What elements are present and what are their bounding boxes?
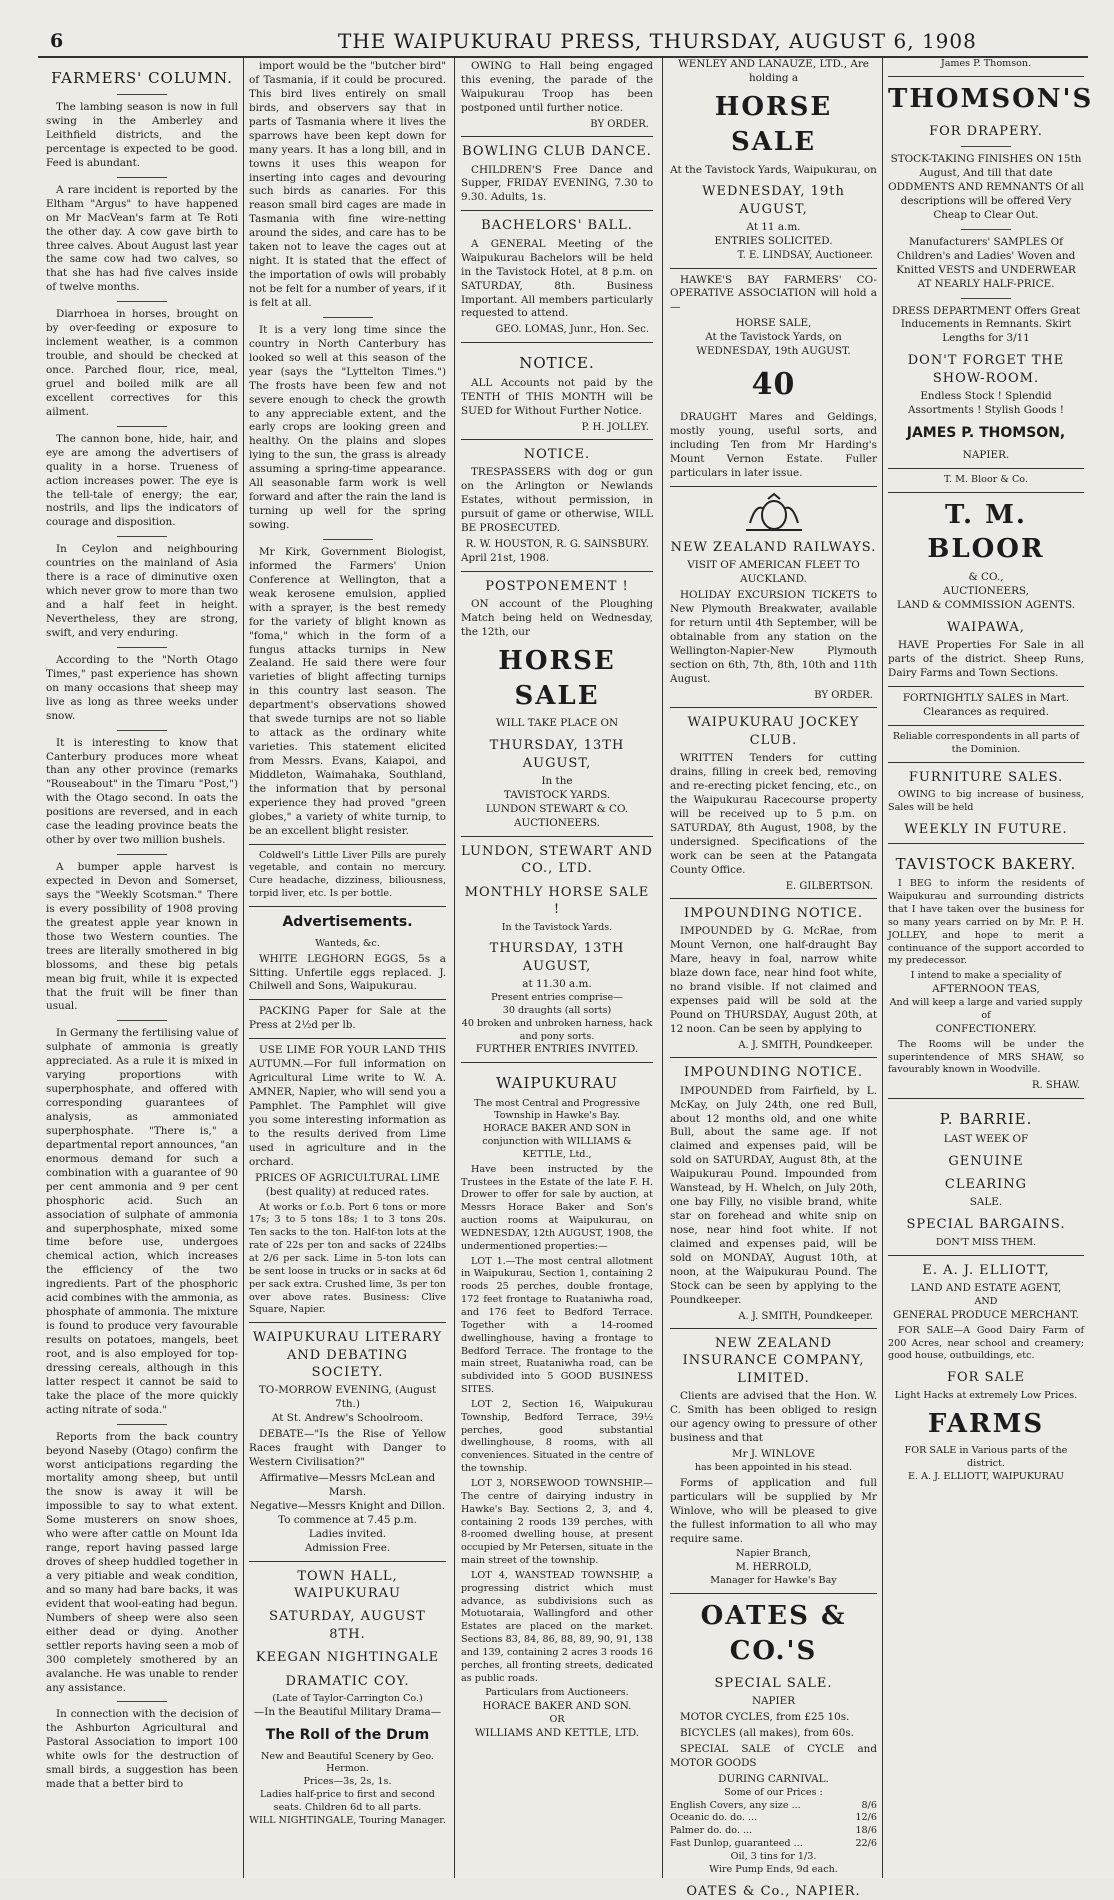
railways-heading: NEW ZEALAND RAILWAYS. [670, 540, 877, 556]
debate-topic: DEBATE—"Is the Rise of Yellow Races fraught with Danger to Western Civilisation?" [249, 1428, 446, 1469]
sale-time: at 11.30 a.m. [522, 978, 592, 991]
entries-solicited: ENTRIES SOLICITED. [714, 235, 833, 248]
divider [249, 999, 446, 1000]
signature: P. H. JOLLEY. [581, 421, 649, 433]
elliott-heading: E. A. J. ELLIOTT, [922, 1262, 1050, 1278]
dont-miss: DON'T MISS THEM. [935, 1236, 1037, 1248]
fleet-visit: VISIT OF AMERICAN FLEET TO AUCKLAND. [687, 559, 860, 586]
will-take-place: WILL TAKE PLACE ON [495, 717, 619, 730]
produce-merchant: GENERAL PRODUCE MERCHANT. [893, 1308, 1079, 1321]
divider [888, 1255, 1084, 1256]
price-row: Oceanic do. do. ... 12/6 [670, 1812, 877, 1824]
draught-ad: DRAUGHT Mares and Geldings, mostly young, useful sorts, and including Ten from Mr Harding's Mount Vernon Estate. Fuller particulars in later issue. [670, 411, 877, 480]
article-paragraph: It is interesting to know that Canterbury produces more wheat than any other province (remarks "Rouseabout" in the Timaru "Post,") with the Otago second. In oats the positions are reversed, and in each case the leading province beats the other by over two million bushels. [46, 736, 238, 847]
auctioneers: AUCTIONEERS, [943, 585, 1029, 598]
divider [249, 1561, 446, 1562]
bakery-heading: TAVISTOCK BAKERY. [895, 855, 1077, 874]
lundon-heading: LUNDON, STEWART AND CO., LTD. [461, 843, 653, 877]
divider [888, 725, 1084, 726]
postponement-heading: POSTPONEMENT ! [485, 578, 629, 594]
page-number: 6 [50, 30, 64, 52]
signature: A. J. SMITH, Poundkeeper. [738, 1039, 873, 1051]
dress-department: DRESS DEPARTMENT Offers Great Inducements in Remnants. Skirt Lengths for 3/11 [891, 304, 1081, 345]
article-paragraph: According to the "North Otago Times," past experience has shown on many occasions that sheep may live as long as three weeks under snow. [46, 653, 238, 722]
admission: Admission Free. [304, 1541, 391, 1554]
entries-harness: 40 broken and unbroken harness, hack and pony sorts. [461, 1017, 653, 1042]
endless-stock: Endless Stock ! Splendid Assortments ! Stylish Goods ! [908, 390, 1064, 417]
williams-kettle: WILLIAMS AND KETTLE, LTD. [474, 1727, 640, 1740]
weekly: WEEKLY IN FUTURE. [904, 821, 1068, 837]
divider [117, 647, 167, 648]
signature: A. J. SMITH, Poundkeeper. [738, 1310, 873, 1322]
notice-heading: NOTICE. [519, 353, 595, 372]
fortnightly: FORTNIGHTLY SALES in Mart. Clearances as required. [902, 692, 1070, 719]
bachelors-ad: A GENERAL Meeting of the Waipukurau Bachelors will be held in the Tavistock Hotel, at 8 p.m. on SATURDAY, 8th. Business Important. All members particularly requested to attend. [461, 237, 653, 320]
column-rule [662, 58, 663, 1878]
drama-title: The Roll of the Drum [265, 1726, 430, 1743]
masthead [38, 28, 1088, 58]
oates-heading: OATES & CO.'S [700, 1601, 847, 1666]
intend: I intend to make a speciality of [910, 970, 1062, 982]
bowling-heading: BOWLING CLUB DANCE. [462, 144, 652, 160]
lime-prices-heading: PRICES OF AGRICULTURAL LIME (best quality) at reduced rates. [255, 1171, 440, 1198]
insurance-heading: NEW ZEALAND INSURANCE COMPANY, LIMITED. [682, 1336, 865, 1386]
divider [117, 730, 167, 731]
lime-ad: USE LIME FOR YOUR LAND THIS AUTUMN.—For full information on Agricultural Lime write to W. A. AMNER, Napier, who will send you a Pamphlet. The Pamphlet will give you some interesting information as to the results derived from Lime used in agriculture and in the orchard. [249, 1044, 446, 1168]
company-name: KEEGAN NIGHTINGALE [255, 1650, 440, 1666]
hacks: Light Hacks at extremely Low Prices. [894, 1389, 1078, 1401]
particulars: Particulars from Auctioneers. [485, 1687, 629, 1699]
location: NAPIER [751, 1695, 796, 1708]
lot-1: LOT 1.—The most central allotment in Waipukurau, Section 1, containing 2 roods 25 perches, double frontage, 172 feet frontage to Ruataniwha road, and 176 feet to Bedford Terrace. Together with a 14-roomed dwellinghouse, having a frontage to Bedford Terrace. The frontage to the main street, Ruataniwha road, can be subdivided into 5 GOOD BUSINESS SITES. [461, 1255, 653, 1396]
article-paragraph: import would be the "butcher bird" of Tasmania, if it could be procured. This bird lives entirely on small birds, and observers say that in parts of Tasmania where it lives the sparrows have been kept down for many years. It has a long bill, and in towns it uses this weapon for inserting into cages and devouring such birds as canaries. For this reason small bird cages are made in Tasmania with fine wire-netting around the sides, and care has to be taken not to leave the cages out at night. It is stated that the effect of the importation of owls will probably not be felt for a number of years, if it is felt at all. [249, 60, 446, 309]
lime-prices: At works or f.o.b. Port 6 tons or more 17s; 3 to 5 tons 18s; 1 to 3 tons 20s. Ten sacks to the ton. Half-ton lots at the rate of 22s per ton and sacks of 224lbs at 2/6 per sack. Lime in 5-ton lots can be sent loose in trucks or in sacks at 6d per sack extra. Crushed lime, 3s per ton over above rates. Business: Clive Square, Napier. [249, 1201, 446, 1316]
sale-date: THURSDAY, 13TH AUGUST, [489, 738, 625, 771]
article-paragraph: A rare incident is reported by the Eltham "Argus" to have happened on Mr MacVean's farm at Te Roti the other day. A cow gave birth to three calves. About August last year the same cow had two calves, so that she has had five calves inside of twelve months. [46, 183, 238, 294]
elliott-footer: E. A. J. ELLIOTT, WAIPUKURAU [907, 1471, 1064, 1483]
genuine: GENUINE [948, 1153, 1024, 1169]
horace-baker: HORACE BAKER AND SON. [482, 1700, 632, 1713]
special-bargains: SPECIAL BARGAINS. [906, 1217, 1066, 1233]
forms-note: Forms of application and full particulars will be supplied by Mr Winlove, who will be pleased to give the fullest information to all who may require same. [670, 1476, 877, 1545]
article-paragraph: In Ceylon and neighbouring countries on the mainland of Asia there is a race of diminutive oxen which never grow to more than two and a half feet in height. Nevertheless, they are strong, swift, and very enduring. [46, 543, 238, 639]
divider [249, 844, 446, 845]
divider [117, 301, 167, 302]
article-paragraph: It is a very long time since the country in North Canterbury has looked so well at this season of the year (says the "Lyttelton Times.") The frosts have been few and not severe enough to check the growth to any appreciable extent, and the early crops are looking green and healthy. On the plains and slopes lying to the sun, the grass is already assuming a spring-time appearance. All seasonable farm work is well forward and after the rain the land is turning up well for the spring sowing. [249, 323, 446, 531]
sale-time: At 11 a.m. [746, 221, 801, 234]
furniture-heading: FURNITURE SALES. [908, 769, 1064, 785]
manager-title: Manager for Hawke's Bay [710, 1575, 837, 1587]
divider [670, 898, 877, 899]
divider [888, 1098, 1084, 1099]
signature: R. W. HOUSTON, R. G. SAINSBURY. [465, 539, 649, 551]
auctioneers: LUNDON STEWART & CO. AUCTIONEERS. [485, 803, 629, 829]
liver-pills-ad: Coldwell's Little Liver Pills are purely vegetable, and contain no mercury. Cure headache, dizziness, biliousness, torpid liver, etc. Is per bottle. [249, 849, 446, 900]
column-rule [882, 58, 883, 1878]
last-week: LAST WEEK OF [943, 1132, 1029, 1145]
tavistock-yards: TAVISTOCK YARDS. [503, 789, 611, 802]
sale-label: SALE. [969, 1196, 1003, 1209]
divider [670, 268, 877, 269]
clearing: CLEARING [944, 1177, 1028, 1193]
hawkes-bay-ad: HAWKE'S BAY FARMERS' CO-OPERATIVE ASSOCIATION will hold a— [670, 273, 877, 314]
afternoon-teas: AFTERNOON TEAS, [932, 983, 1040, 996]
farmers-column [42, 58, 242, 1878]
agent-name: Mr J. WINLOVE [731, 1447, 816, 1460]
divider [961, 229, 1011, 230]
venue: At the Tavistock Yards, on WEDNESDAY, 19th AUGUST. [696, 331, 851, 358]
waipukurau-sub: The most Central and Progressive Township in Hawke's Bay. [474, 1097, 640, 1122]
in-the: In the [541, 775, 573, 788]
bachelors-heading: BACHELORS' BALL. [481, 218, 633, 234]
price-row: English Covers, any size ... 8/6 [670, 1799, 877, 1811]
stocktaking: STOCK-TAKING FINISHES ON 15th August, And till that date ODDMENTS AND REMNANTS Of all descriptions will be offered Very Cheap to Clear Out. [888, 153, 1084, 221]
scenery: New and Beautiful Scenery by Geo. Hermon. [261, 1750, 434, 1775]
or-label: OR [549, 1714, 565, 1726]
society-where: At St. Andrew's Schoolroom. [271, 1412, 424, 1425]
divider [961, 298, 1011, 299]
properties: HAVE Properties For Sale in all parts of the district. Sheep Runs, Dairy Farms and Town Sections. [888, 639, 1084, 680]
divider [249, 906, 446, 907]
article-paragraph: Reports from the back country beyond Naseby (Otago) confirm the worst anticipations regarding the mortality among sheep, but until the snow is away it will be impossible to say to what extent. Some musterers on snow shoes, who were after cattle on Mount Ida range, report having passed large droves of sheep huddled together in a very pitiable and weak condition, and so many had bare backs, it was evident that wool-eating had begun. Numbers of sheep were also seen either dead or dying. Another settler reports having seen a mob of 300 completely smothered by an avalanche. He was unable to render any assistance. [46, 1430, 238, 1694]
entries-intro: Present entries comprise— [491, 992, 623, 1004]
divider [888, 76, 1084, 77]
column-heading: FARMERS' COLUMN. [51, 69, 233, 87]
waipawa: WAIPAWA, [947, 620, 1025, 636]
divider [461, 1062, 653, 1063]
impounding-heading: IMPOUNDING NOTICE. [683, 1065, 864, 1081]
postponement-body: ON account of the Ploughing Match being held on Wednesday, the 12th, our [461, 597, 653, 638]
sale-date: THURSDAY, 13TH AUGUST, [489, 941, 625, 974]
dramatic-coy: DRAMATIC COY. [285, 1673, 410, 1689]
bloor-heading: T. M. BLOOR [927, 499, 1045, 565]
reliable: Reliable correspondents in all parts of the Dominion. [892, 731, 1080, 755]
show-date: SATURDAY, AUGUST 8TH. [269, 1609, 426, 1642]
land-estate: LAND AND ESTATE AGENT, [910, 1282, 1062, 1295]
article-paragraph: In connection with the decision of the Ashburton Agricultural and Pastoral Association to import 100 white owls for the destruction of small birds, a suggestion has been made that a better bird to [46, 1708, 238, 1791]
thomson-name: JAMES P. THOMSON, [906, 425, 1066, 442]
land-agents: LAND & COMMISSION AGENTS. [896, 599, 1076, 612]
society-heading: WAIPUKURAU LITERARY AND DEBATING SOCIETY. [252, 1330, 443, 1380]
divider [670, 1328, 877, 1329]
lot-3: LOT 3, NORSEWOOD TOWNSHIP.—The centre of dairying industry in Hawke's Bay. Sections 2, 3, and 4, containing 2 roods 139 perches, with 8-roomed dwelling house, at present occupied by Mr Petersen, situate in the main street of the township. [461, 1477, 653, 1567]
ladies-half: Ladies half-price to first and second seats. Children 6d to all parts. [260, 1789, 435, 1813]
notice-date: April 21st, 1908. [461, 551, 550, 564]
price-row: Palmer do. do. ... 18/6 [670, 1825, 877, 1837]
advertisements-heading: Advertisements. [282, 914, 413, 930]
divider [461, 342, 653, 343]
bicycles: BICYCLES (all makes), from 60s. [680, 1727, 854, 1740]
farms-sub: FOR SALE in Various parts of the district. [904, 1445, 1068, 1470]
samples: Manufacturers' SAMPLES Of Children's and Ladies' Woven and Knitted VESTS and UNDERWEAR AT NEARLY HALF-PRICE. [896, 235, 1076, 290]
lot-2: LOT 2, Section 16, Waipukurau Township, Bedford Terrace, 39½ perches, good substantial dwellinghouse, 8 rooms, with all conveniences. Situated in the centre of the township. [461, 1398, 653, 1475]
ads-column [457, 58, 657, 1878]
divider [117, 854, 167, 855]
barrie-heading: P. BARRIE. [939, 1109, 1033, 1128]
divider [461, 571, 653, 572]
impounding-notice: IMPOUNDED by G. McRae, from Mount Vernon, one half-draught Bay Mare, heavy in foal, narrow white blaze down face, near hind foot white, no brand visible. If not claimed and expenses paid will be sold at the Pound on THURSDAY, August 20th, at 12 noon. Can be seen by applying to [670, 925, 877, 1035]
entries-draughts: 30 draughts (all sorts) [502, 1004, 612, 1016]
divider [888, 762, 1084, 763]
lot-4: LOT 4, WANSTEAD TOWNSHIP, a progressing district which must advance, as subdivisions such as Motuotaraia, Wallingford and other Estates are placed on the market. Sections 83, 84, 86, 88, 89, 90, 91, 138 and 139, containing 2 acres 3 roods 16 perches, all fronting streets, dedicated as public roads. [461, 1569, 653, 1684]
wanteds-label: Wanteds, &c. [315, 937, 380, 949]
impounding-heading: IMPOUNDING NOTICE. [683, 905, 864, 921]
article-paragraph: A bumper apple harvest is expected in Devon and Somerset, says the "Weekly Scotsman." There is every possibility of 1908 proving the greatest apple year known in those two Western counties. The trees are literally smothered in big blossoms, and these big petals mean big fruit, while it is expected that the fruit will be finer than usual. [46, 861, 238, 1013]
ladies-invited: Ladies invited. [308, 1527, 387, 1540]
signature: E. GILBERTSON. [785, 880, 873, 892]
pump-price: Wire Pump Ends, 9d each. [709, 1863, 838, 1875]
parade-notice: OWING to Hall being engaged this evening, the parade of the Waipukurau Troop has been postponed until further notice. [461, 60, 653, 114]
article-column [245, 58, 450, 1878]
signature: T. E. LINDSAY, Auctioneer. [737, 250, 873, 262]
column-rule [454, 58, 455, 1878]
late-of: (Late of Taylor-Carrington Co.) [272, 1693, 423, 1705]
oil-price: Oil, 3 tins for 1/3. [730, 1850, 817, 1862]
price-row: Fast Dunlop, guaranteed ... 22/6 [670, 1838, 877, 1850]
bowling-ad: CHILDREN'S Free Dance and Supper, FRIDAY EVENING, 7.30 to 9.30. Adults, 1s. [461, 163, 653, 204]
divider [461, 136, 653, 137]
divider [117, 94, 167, 95]
divider [461, 210, 653, 211]
divider [961, 146, 1011, 147]
prices-intro: Some of our Prices : [724, 1786, 823, 1798]
drama-intro: —In the Beautiful Military Drama— [253, 1705, 442, 1718]
horse-sale-title: HORSE SALE [714, 91, 833, 157]
showroom: DON'T FORGET THE SHOW-ROOM. [907, 353, 1065, 386]
instructions: Have been instructed by the Trustees in the Estate of the late F. H. Drower to offer for sale by auction, at Messrs Horace Baker and Son's auction rooms at Waipukurau, on WEDNESDAY, 12th AUGUST, 1908, the undermentioned properties:— [461, 1163, 653, 1252]
furniture-body: OWING to big increase of business, Sales will be held [888, 789, 1084, 814]
ads-column [884, 58, 1094, 1878]
bloor-co: & CO., [968, 571, 1004, 584]
divider [117, 426, 167, 427]
insurance-body: Clients are advised that the Hon. W. C. Smith has been obliged to resign our agency owing to pressure of other business and that [670, 1390, 877, 1445]
divider [323, 317, 373, 318]
divider [117, 1701, 167, 1702]
thomsons-heading: THOMSON'S [888, 83, 1094, 114]
venue: In the Tavistock Yards. [501, 921, 613, 933]
supply: And will keep a large and varied supply of [889, 997, 1083, 1021]
tenders-ad: WRITTEN Tenders for cutting drains, filling in creek bed, removing and re-erecting picket fencing, etc., on the Waipukurau Racecourse property will be received up to 5 p.m. on SATURDAY, 8th August, 1908, by the undersigned. Specifications of the work can be seen at the Patangata County Office. [670, 752, 877, 876]
divider [670, 1593, 877, 1594]
venue: At the Tavistock Yards, Waipukurau, on [670, 163, 877, 176]
draught-count: 40 [751, 367, 796, 403]
rooms-note: The Rooms will be under the superintendence of MRS SHAW, so favourably known in Woodville. [888, 1038, 1084, 1076]
article-paragraph: The cannon bone, hide, hair, and eye are among the advertisers of quality in a horse. Trueness of action increases power. The eye is the tell-tale of energy; the ear, nostrils, and lips the indicators of courage and disposition. [46, 432, 238, 529]
eggs-ad: WHITE LEGHORN EGGS, 5s a Sitting. Unfertile eggs replaced. J. Chilwell and Sons, Waipukurau. [249, 952, 446, 993]
confectionery: CONFECTIONERY. [935, 1022, 1037, 1035]
horse-sale-title: HORSE SALE [498, 645, 616, 711]
signature: GEO. LOMAS, Junr., Hon. Sec. [495, 324, 649, 336]
auctioneer-names: HORACE BAKER AND SON in conjunction with WILLIAMS & KETTLE, Ltd., [482, 1123, 632, 1160]
divider [670, 486, 877, 487]
branch: Napier Branch, [736, 1548, 811, 1560]
article-paragraph: In Germany the fertilising value of sulphate of ammonia is greatly appreciated. As a rule it is mixed in varying proportions with superphosphate, and offered with corresponding guarantees of analysis, as ammoniated superphosphate. "There is," a departmental report announces, "an enormous demand for such a combination with a guarantee of 90 per cent ammonia and 9 per cent phosphoric acid. Such an association of sulphate of ammonia and superphosphate, mixed some time before use, undergoes chemical action, which increases the efficiency of the two ingredients. Part of the phosphoric acid combines with the ammonia, as phosphate of ammonia. The mixture is found to produce very favourable results on potatoes, mangels, beet root, and is also employed for top-dressing cereals, although in this latter respect it cannot be said to take the place of the more quickly acting nitrate of soda." [46, 1027, 238, 1416]
motor-cycles: MOTOR CYCLES, from £25 10s. [680, 1711, 850, 1724]
impounding-notice: IMPOUNDED from Fairfield, by L. McKay, on July 24th, one red Bull, about 12 months old, and one white Bull, about the same age. If not claimed and expenses paid, will be sold on SATURDAY, August 8th, at the Waipukurau Pound. Impounded from Wanstead, by H. Whelch, on July 20th, one bay Filly, no visible brand, white star on forehead and white snip on nose, near hind foot white. If not claimed and expenses paid, will be sold on MONDAY, August 10th, at noon, at the Waipukurau Pound. The Stock can be seen by applying to the Poundkeeper. [670, 1084, 877, 1306]
horse-sale-label: HORSE SALE, [735, 317, 812, 330]
drapery-subheading: FOR DRAPERY. [929, 123, 1043, 139]
signature: BY ORDER. [814, 689, 873, 701]
further-entries: FURTHER ENTRIES INVITED. [475, 1043, 639, 1056]
divider [888, 492, 1084, 493]
town-hall: TOWN HALL, WAIPUKURAU [293, 1568, 402, 1602]
touring-manager: WILL NIGHTINGALE, Touring Manager. [249, 1814, 446, 1826]
ad-tag: T. M. Bloor & Co. [944, 473, 1028, 485]
signature: R. SHAW. [1032, 1080, 1080, 1092]
divider [888, 843, 1084, 844]
location: NAPIER. [962, 448, 1010, 461]
appointed: has been appointed in his stead. [694, 1461, 853, 1473]
ticket-prices: Prices—3s, 2s, 1s. [303, 1776, 392, 1788]
packing-ad: PACKING Paper for Sale at the Press at 2½d per lb. [249, 1005, 446, 1032]
farms-heading: FARMS [927, 1408, 1045, 1439]
bakery-body: I BEG to inform the residents of Waipukurau and surrounding districts that I have taken over the business for so many years carried on by Mr. P. H. JOLLEY, and hope to merit a continuance of the support accorded to my predecessor. [888, 878, 1084, 967]
price-list [670, 1800, 877, 1851]
divider [670, 707, 877, 708]
divider [249, 1322, 446, 1323]
divider [888, 686, 1084, 687]
jockey-club-heading: WAIPUKURAU JOCKEY CLUB. [687, 715, 860, 748]
wenley-heading: WENLEY AND LANAUZE, LTD., Are holding a [678, 58, 869, 84]
ads-column [666, 58, 881, 1899]
divider [670, 1057, 877, 1058]
special-sale: SPECIAL SALE. [714, 1675, 833, 1691]
during-carnival: DURING CARNIVAL. [718, 1772, 829, 1785]
divider [117, 536, 167, 537]
coat-of-arms-icon [742, 493, 806, 533]
negative: Negative—Messrs Knight and Dillon. [249, 1499, 446, 1512]
article-paragraph: Diarrhoea in horses, brought on by over-feeding or exposure to inclement weather, is a common trouble, and should be checked at once. Parched flour, rice, meal, gruel and boiled milk are all excellent correctives for this ailment. [46, 308, 238, 418]
article-paragraph: The lambing season is now in full swing in the Amberley and Leithfield districts, and the percentage is expected to be good. Feed is abundant. [46, 101, 238, 169]
oates-footer: OATES & Co., NAPIER. [686, 1883, 861, 1899]
trespass-notice: TRESPASSERS with dog or gun on the Arlington or Newlands Estates, without permission, in pursuit of game or otherwise, WILL BE PROSECUTED. [461, 466, 653, 535]
divider [323, 539, 373, 540]
divider [888, 468, 1084, 469]
divider [117, 177, 167, 178]
dairy-farm-ad: FOR SALE—A Good Dairy Farm of 200 Acres, near school and creamery; good house, outbuildings, etc. [888, 1324, 1084, 1362]
waipukurau-heading: WAIPUKURAU [496, 1074, 618, 1093]
for-sale: FOR SALE [946, 1370, 1025, 1386]
signature: BY ORDER. [590, 118, 649, 130]
divider [461, 439, 653, 440]
article-paragraph: Mr Kirk, Government Biologist, informed the Farmers' Union Conference at Wellington, that a weak kerosene emulsion, applied with a sprayer, is the best remedy for the variety of blight known as "fomа," which in the form of a fungus attacks turnips in New Zealand. He said there were four varieties of blight affecting turnips in this country last season. The department's observations showed that swede turnips are not so liable to attack as the ordinary white varieties. This statement elicited from Messrs. Evans, Kaiapoi, and Middleton, Waimahaka, Southland, the information that by personal experience they had proved "green globes," a variety of white turnip, to be an excellent blight resister. [249, 545, 446, 837]
divider [117, 1020, 167, 1021]
manager-name: M. HERROLD, [735, 1561, 812, 1574]
sale-date: WEDNESDAY, 19th AUGUST, [702, 184, 845, 217]
column-rule [243, 58, 244, 1878]
affirmative: Affirmative—Messrs McLean and Marsh. [259, 1472, 436, 1498]
commence-time: To commence at 7.45 p.m. [278, 1513, 417, 1526]
divider [249, 1038, 446, 1039]
monthly-horse-sale: MONTHLY HORSE SALE ! [464, 884, 650, 918]
divider [117, 1424, 167, 1425]
divider [461, 836, 653, 837]
notice-heading: NOTICE. [523, 447, 591, 463]
special-sale-cycles: SPECIAL SALE of CYCLE and MOTOR GOODS [670, 1742, 877, 1769]
ad-tag: James P. Thomson. [940, 58, 1032, 69]
masthead-title: THE WAIPUKURAU PRESS, THURSDAY, AUGUST 6, 1908 [338, 29, 977, 53]
excursion-ad: HOLIDAY EXCURSION TICKETS to New Plymouth Breakwater, available for return until 4th September, will be obtainable from any station on the Wellington-Napier-New Plymouth section on 6th, 7th, 8th, 10th and 11th August. [670, 589, 877, 685]
society-when: TO-MORROW EVENING, (August 7th.) [258, 1384, 437, 1411]
accounts-notice: ALL Accounts not paid by the TENTH of THIS MONTH will be SUED for Without Further Notice. [461, 376, 653, 417]
and-label: AND [974, 1296, 998, 1307]
